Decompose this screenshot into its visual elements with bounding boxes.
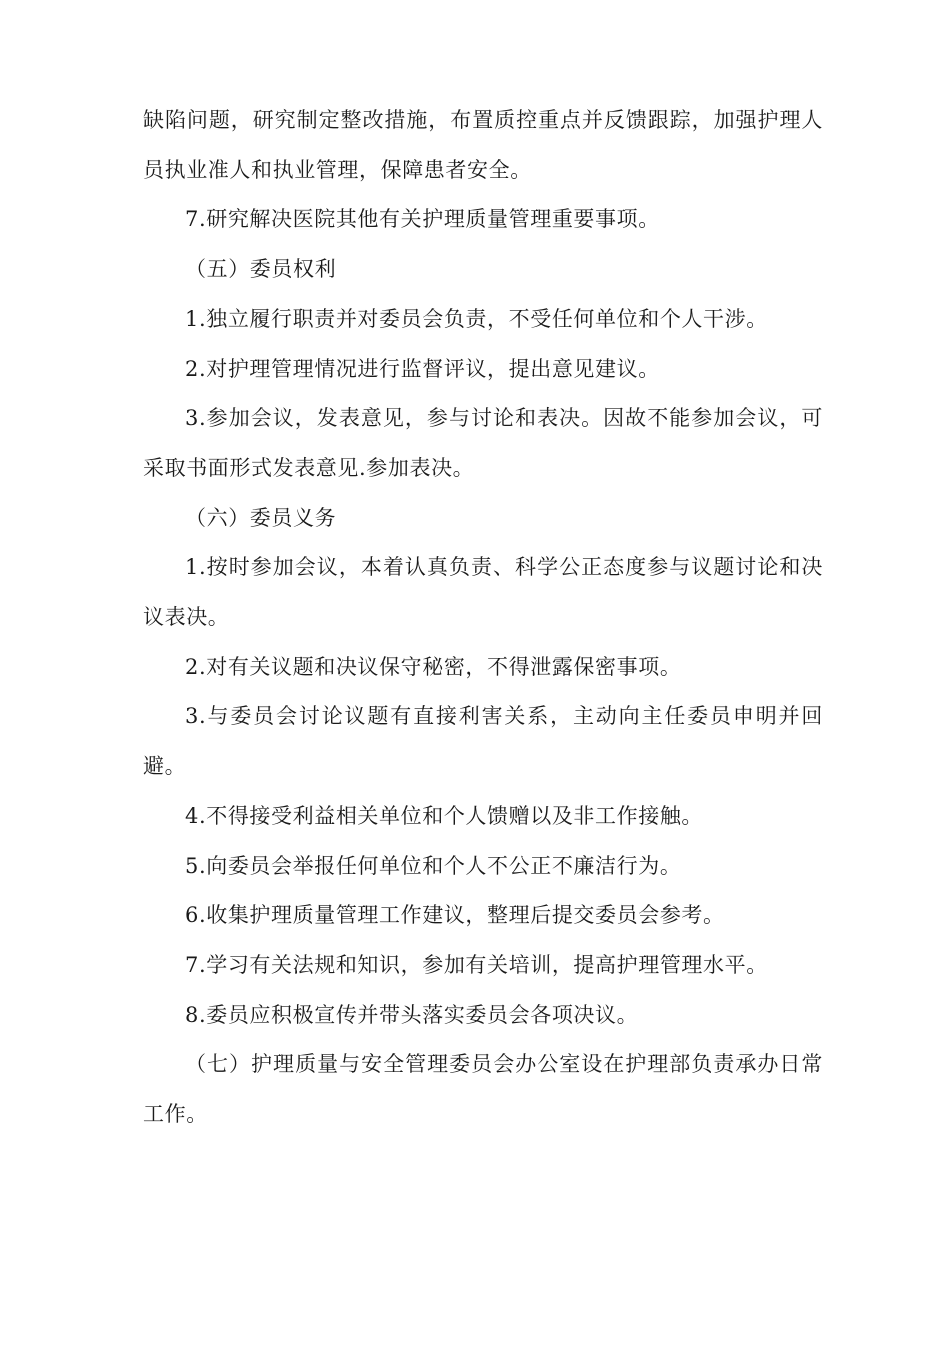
duties-item-8: 8.委员应积极宣传并带头落实委员会各项决议。 [185,1002,639,1027]
rights-item-1: 1.独立履行职责并对委员会负责，不受任何单位和个人干涉。 [185,306,768,331]
duties-item-3: 3.与委员会讨论议题有直接利害关系，主动向主任委员申明并回避。 [143,704,823,779]
duties-item-4: 4.不得接受利益相关单位和个人馈赠以及非工作接触。 [185,803,704,828]
duties-item-2: 2.对有关议题和决议保守秘密，不得泄露保密事项。 [185,654,682,679]
paragraph-continuation: 缺陷问题，研究制定整改措施，布置质控重点并反馈跟踪，加强护理人员执业准人和执业管理，保障患者安全。 [143,108,823,182]
rights-item-2: 2.对护理管理情况进行监督评议，提出意见建议。 [185,356,660,381]
paragraph-item-7: 7.研究解决医院其他有关护理质量管理重要事项。 [185,207,660,232]
duties-item-6: 6.收集护理质量管理工作建议，整理后提交委员会参考。 [185,903,725,928]
document-body [143,96,823,1140]
rights-item-3: 3.参加会议，发表意见，参与讨论和表决。因故不能参加会议，可采取书面形式发表意见.参加表决。 [143,406,823,480]
section-heading-member-rights: （五）委员权利 [185,257,337,282]
duties-item-5: 5.向委员会举报任何单位和个人不公正不廉洁行为。 [185,853,682,878]
duties-item-1: 1.按时参加会议，本着认真负责、科学公正态度参与议题讨论和决议表决。 [143,555,823,630]
section-heading-member-duties: （六）委员义务 [185,505,337,530]
section-heading-office: （七）护理质量与安全管理委员会办公室设在护理部负责承办日常工作。 [143,1052,823,1127]
duties-item-7: 7.学习有关法规和知识，参加有关培训，提高护理管理水平。 [185,952,768,977]
